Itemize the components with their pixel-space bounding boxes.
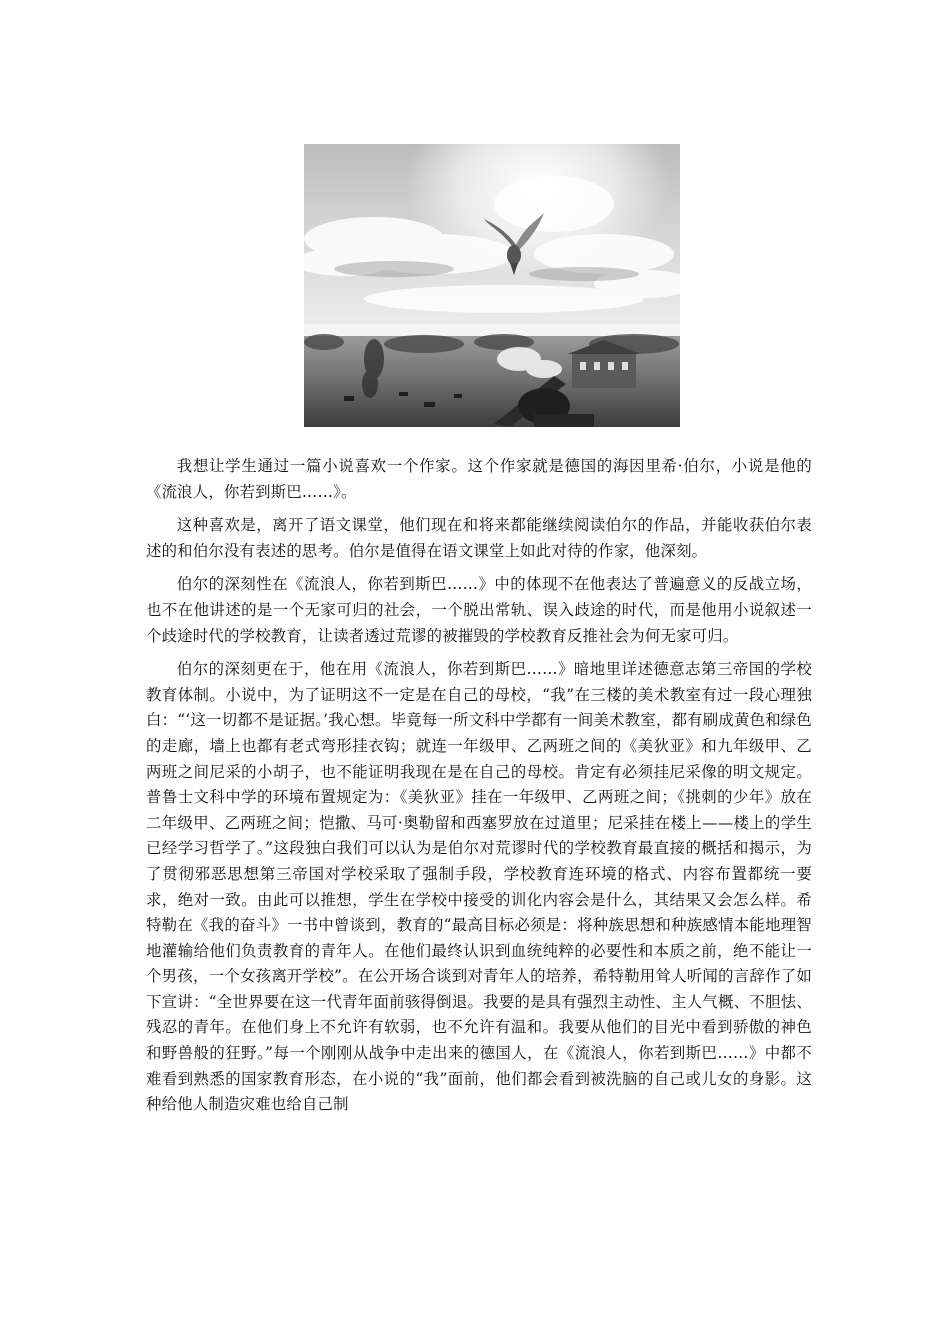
illustration-war-dove (304, 144, 680, 427)
illustration-graphic (304, 144, 680, 427)
paragraph-2: 这种喜欢是，离开了语文课堂，他们现在和将来都能继续阅读伯尔的作品，并能收获伯尔表述的和伯尔没有表述的思考。伯尔是值得在语文课堂上如此对待的作家，他深刻。 (146, 516, 812, 560)
paragraph-3: 伯尔的深刻性在《流浪人，你若到斯巴……》中的体现不在他表达了普遍意义的反战立场，也不在他讲述的是一个无家可归的社会，一个脱出常轨、误入歧途的时代，而是他用小说叙述一个歧途时代的学校教育，让读者透过荒谬的被摧毁的学校教育反推社会为何无家可归。 (146, 575, 812, 645)
article-body (146, 454, 812, 1126)
paragraph-1: 我想让学生通过一篇小说喜欢一个作家。这个作家就是德国的海因里希·伯尔，小说是他的《流浪人，你若到斯巴……》。 (146, 457, 812, 501)
paragraph-4: 伯尔的深刻更在于，他在用《流浪人，你若到斯巴……》暗地里详述德意志第三帝国的学校教育体制。小说中，为了证明这不一定是在自己的母校，“我”在三楼的美术教室有过一段心理独白：“‘这一切都不是证据。’我心想。毕竟每一所文科中学都有一间美术教室，都有刷成黄色和绿色的走廊，墙上也都有老式弯形挂衣钩；就连一年级甲、乙两班之间的《美狄亚》和九年级甲、乙两班之间尼采的小胡子，也不能证明我现在是在自己的母校。肯定有必须挂尼采像的明文规定。普鲁士文科中学的环境布置规定为：《美狄亚》挂在一年级甲、乙两班之间；《挑刺的少年》放在二年级甲、乙两班之间；恺撒、马可·奥勒留和西塞罗放在过道里；尼采挂在楼上——楼上的学生已经学习哲学了。”这段独白我们可以认为是伯尔对荒谬时代的学校教育最直接的概括和揭示，为了贯彻邪恶思想第三帝国对学校采取了强制手段，学校教育连环境的格式、内容布置都统一要求，绝对一致。由此可以推想，学生在学校中接受的训化内容会是什么，其结果又会怎么样。希特勒在《我的奋斗》一书中曾谈到，教育的“最高目标必须是：将种族思想和种族感情本能地理智地灌输给他们负责教育的青年人。在他们最终认识到血统纯粹的必要性和本质之前，绝不能让一个男孩，一个女孩离开学校”。在公开场合谈到对青年人的培养，希特勒用耸人听闻的言辞作了如下宣讲：“全世界要在这一代青年面前骇得倒退。我要的是具有强烈主动性、主人气概、不胆怯、残忍的青年。在他们身上不允许有软弱，也不允许有温和。我要从他们的目光中看到骄傲的神色和野兽般的狂野。”每一个刚刚从战争中走出来的德国人，在《流浪人，你若到斯巴……》中都不难看到熟悉的国家教育形态，在小说的“我”面前，他们都会看到被洗脑的自己或儿女的身影。这种给他人制造灾难也给自己制 (146, 660, 812, 1114)
